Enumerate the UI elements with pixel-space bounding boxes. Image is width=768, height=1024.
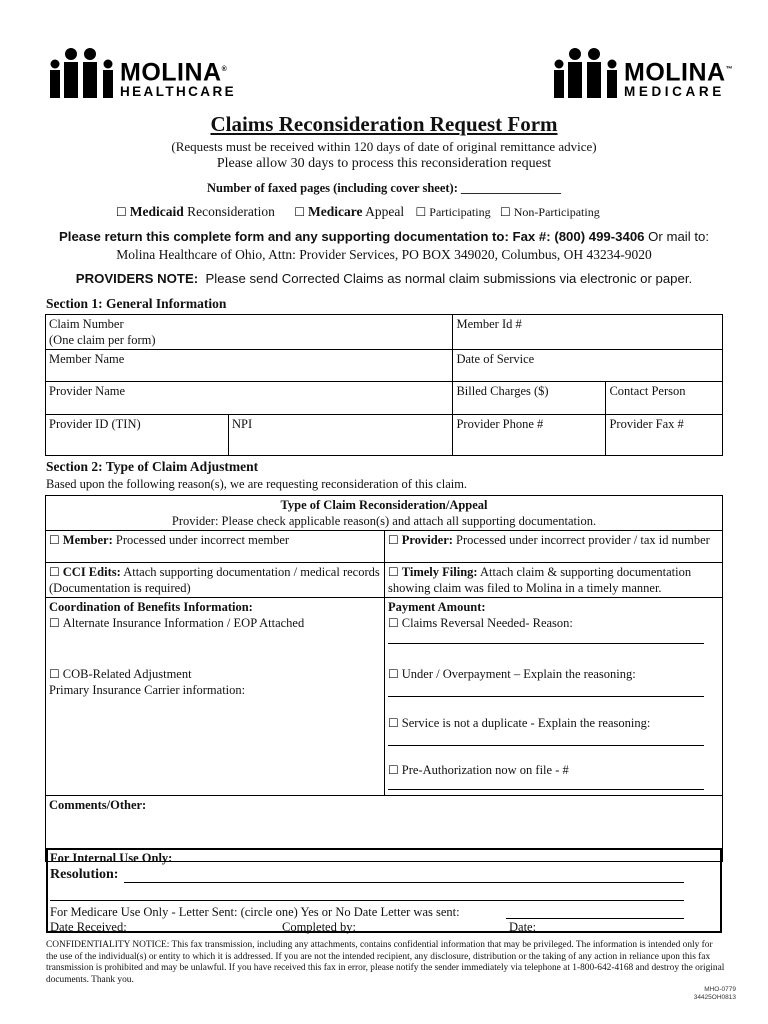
resolution-label: Resolution:: [50, 867, 119, 882]
cob-related-label: COB-Related Adjustment: [62, 667, 192, 681]
cob-alt-label: Alternate Insurance Information / EOP Attached: [62, 616, 305, 630]
internal-use-heading: For Internal Use Only:: [50, 851, 173, 865]
member-id-field[interactable]: [453, 315, 723, 350]
internal-use-box: [46, 848, 722, 933]
molina-medicare-logo: [550, 44, 733, 104]
logo-name: MOLINA: [120, 58, 222, 87]
date-of-service-label: Date of Service: [456, 352, 535, 366]
participating-label: Participating: [429, 205, 491, 219]
provider-reason[interactable]: [385, 531, 723, 563]
member-reason-label: Member:: [62, 533, 113, 547]
payment-heading: Payment Amount:: [388, 600, 486, 614]
return-instructions: [0, 229, 768, 244]
provider-reason-text: Processed under incorrect provider / tax id number: [456, 533, 710, 547]
logo-mark: ®: [221, 66, 228, 73]
form-code-1: MHO-0779: [704, 986, 736, 993]
medicare-option[interactable]: [294, 204, 404, 219]
providers-note-text: Please send Corrected Claims as normal claim submissions via electronic or paper.: [205, 271, 693, 286]
payment-section: [385, 598, 723, 796]
cci-edits-reason[interactable]: [46, 563, 385, 598]
providers-note-label: PROVIDERS NOTE:: [75, 271, 199, 286]
checkbox-icon[interactable]: ☐: [388, 667, 399, 681]
preauth-option[interactable]: [388, 762, 719, 778]
not-duplicate-line[interactable]: [388, 731, 704, 746]
checkbox-icon[interactable]: ☐: [49, 565, 60, 579]
general-info-table: [45, 314, 723, 456]
checkbox-icon[interactable]: ☐: [388, 565, 399, 579]
billed-charges-label: Billed Charges ($): [456, 384, 549, 398]
mailing-address: Molina Healthcare of Ohio, Attn: Provider Services, PO BOX 349020, Columbus, OH 43234-9020: [116, 247, 652, 262]
checkbox-icon[interactable]: ☐: [388, 533, 399, 547]
cob-primary-label: Primary Insurance Carrier information:: [49, 683, 246, 697]
medicare-label: Medicare: [308, 204, 363, 219]
medicare-rest: Appeal: [365, 204, 405, 219]
completed-by-field[interactable]: Completed by:: [282, 920, 356, 934]
fax-number: Please return this complete form and any supporting documentation to: Fax #: (800) 499-3406: [58, 229, 645, 244]
logo-mark: ™: [725, 66, 734, 73]
member-name-label: Member Name: [49, 352, 125, 366]
checkbox-icon[interactable]: ☐: [49, 616, 60, 630]
provider-name-field[interactable]: [46, 382, 453, 415]
section1-heading: Section 1: General Information: [46, 296, 227, 311]
medicaid-label: Medicaid: [129, 204, 184, 219]
under-overpayment-option[interactable]: [388, 666, 719, 682]
adjustment-table-title: Type of Claim Reconsideration/Appeal: [280, 498, 488, 512]
contact-person-field[interactable]: [606, 382, 723, 415]
date-letter-sent-line[interactable]: [506, 918, 684, 919]
npi-label: NPI: [232, 417, 253, 431]
providers-note: [0, 271, 768, 286]
reversal-option[interactable]: [388, 616, 573, 630]
provider-name-label: Provider Name: [49, 384, 126, 398]
claim-type-options: [116, 204, 600, 220]
timely-filing-label: Timely Filing:: [401, 565, 478, 579]
cci-edits-label: CCI Edits:: [62, 565, 121, 579]
claim-number-label: Claim Number: [49, 317, 124, 331]
provider-reason-label: Provider:: [401, 533, 453, 547]
form-codes: [686, 986, 736, 1002]
participating-option[interactable]: [416, 205, 491, 219]
logo-sub: HEALTHCARE: [120, 84, 236, 100]
reversal-label: Claims Reversal Needed- Reason:: [401, 616, 573, 630]
deadline-note: (Requests must be received within 120 days of date of original remittance advice): [171, 139, 597, 154]
cob-heading: Coordination of Benefits Information:: [49, 600, 253, 614]
claim-adjustment-table: [45, 495, 723, 862]
confidentiality-notice: CONFIDENTIALITY NOTICE: This fax transmission, including any attachments, contains confidential information that may be privileged. The information is intended only for the use of the individual(s) or entity to which it is addressed. If you are not the intended recipient, any disclosure, distribution or the taking of any action in reliance upon this fax transmission is prohibited and may be unlawful. If you have received this fax in error, please notify the sender immediately via telephone at 1-800-642-4168 and destroy the original documents. Thank you.: [46, 940, 725, 985]
section2-intro: Based upon the following reason(s), we are requesting reconsideration of this claim.: [46, 477, 468, 491]
cob-section: [46, 598, 385, 796]
checkbox-icon[interactable]: ☐: [388, 763, 399, 777]
people-logo-icon: [46, 44, 126, 100]
claim-number-sub: (One claim per form): [49, 333, 156, 347]
resolution-line-2[interactable]: [50, 900, 684, 901]
preauth-line[interactable]: [388, 783, 704, 790]
form-code-2: 34425OH0813: [693, 994, 736, 1001]
provider-phone-label: Provider Phone #: [456, 417, 544, 431]
npi-field[interactable]: [229, 415, 453, 456]
checkbox-icon[interactable]: ☐: [388, 616, 399, 630]
people-logo-icon: [550, 44, 630, 100]
preauth-label: Pre-Authorization now on file - #: [401, 763, 569, 777]
member-name-field[interactable]: [46, 350, 453, 382]
logo-sub: MEDICARE: [624, 84, 725, 100]
checkbox-icon[interactable]: ☐: [499, 205, 511, 219]
checkbox-icon[interactable]: ☐: [415, 205, 427, 219]
checkbox-icon[interactable]: ☐: [49, 533, 60, 547]
cob-alt-option[interactable]: [49, 616, 304, 630]
provider-id-label: Provider ID (TIN): [49, 417, 141, 431]
not-duplicate-option[interactable]: [388, 715, 719, 731]
provider-fax-field[interactable]: [606, 415, 723, 456]
non-participating-label: Non-Participating: [513, 205, 600, 219]
billed-charges-field[interactable]: [453, 382, 606, 415]
non-participating-option[interactable]: [500, 205, 600, 219]
under-overpayment-label: Under / Overpayment – Explain the reasoning:: [401, 667, 636, 681]
faxed-pages-field[interactable]: Number of faxed pages (including cover sheet): ________________: [206, 181, 562, 195]
member-id-label: Member Id #: [456, 317, 522, 331]
reversal-reason-line[interactable]: [388, 633, 704, 644]
form-title: Claims Reconsideration Request Form: [210, 112, 558, 136]
processing-note: Please allow 30 days to process this reconsideration request: [216, 156, 552, 171]
logo-name: MOLINA: [624, 58, 726, 87]
provider-fax-label: Provider Fax #: [609, 417, 684, 431]
checkbox-icon[interactable]: ☐: [116, 205, 127, 219]
not-duplicate-label: Service is not a duplicate - Explain the reasoning:: [401, 716, 651, 730]
checkbox-icon[interactable]: ☐: [49, 667, 60, 681]
medicaid-option[interactable]: [116, 204, 275, 219]
checkbox-icon[interactable]: ☐: [294, 205, 306, 219]
section2-heading: Section 2: Type of Claim Adjustment: [46, 459, 259, 474]
under-overpayment-line[interactable]: [388, 682, 704, 697]
contact-person-label: Contact Person: [609, 384, 686, 398]
cob-related-option[interactable]: [49, 667, 192, 681]
cci-edits-text: Attach supporting documentation / medical records (Documentation is required): [49, 565, 380, 595]
date-received-field[interactable]: Date Received:: [50, 920, 127, 934]
claim-number-field[interactable]: [46, 315, 453, 350]
timely-filing-reason[interactable]: [385, 563, 723, 598]
member-reason-text: Processed under incorrect member: [115, 533, 290, 547]
checkbox-icon[interactable]: ☐: [388, 716, 399, 730]
adjustment-table-sub: Provider: Please check applicable reason(s) and attach all supporting documentation.: [171, 514, 597, 528]
medicare-letter-line: For Medicare Use Only - Letter Sent: (circle one) Yes or No Date Letter was sent:: [50, 905, 460, 919]
adjustment-table-header: [46, 496, 723, 531]
mail-to: Or mail to:: [648, 229, 709, 244]
timely-filing-text: Attach claim & supporting documentation showing claim was filed to Molina in a timely manner.: [388, 565, 692, 595]
provider-id-field[interactable]: [46, 415, 229, 456]
provider-phone-field[interactable]: [453, 415, 606, 456]
resolution-line-1[interactable]: [124, 882, 684, 883]
medicaid-rest: Reconsideration: [187, 204, 275, 219]
comments-label: Comments/Other:: [49, 798, 147, 812]
member-reason[interactable]: [46, 531, 385, 563]
date-field[interactable]: Date:: [509, 920, 537, 934]
date-of-service-field[interactable]: [453, 350, 723, 382]
molina-healthcare-logo: [46, 44, 236, 104]
